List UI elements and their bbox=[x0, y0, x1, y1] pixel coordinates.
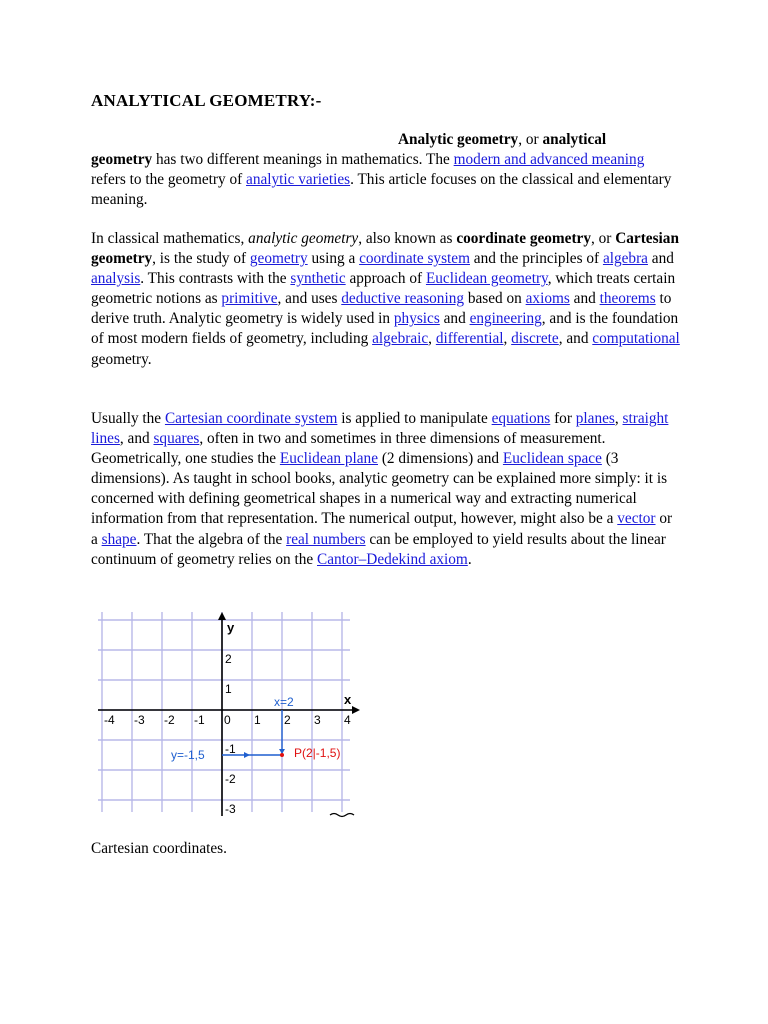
text: , and uses bbox=[277, 290, 342, 308]
text: (2 dimensions) and bbox=[378, 450, 503, 468]
guide-arrow-right bbox=[244, 752, 250, 758]
usage-paragraph bbox=[91, 409, 681, 570]
text: , or bbox=[518, 131, 543, 148]
link-equations[interactable]: equations bbox=[491, 410, 551, 427]
bold-term: Analytic geometry bbox=[398, 131, 519, 148]
text: (3 dimensions). As taught in school books, analytic geometry can be explained more simply: it is concerned with defining geometrical shapes in a numerical way and extracting numerical information from that representation. The numerical output, however, might also be a bbox=[91, 450, 668, 528]
link-analytic-varieties[interactable]: analytic varieties bbox=[246, 171, 351, 189]
link-euclidean-geometry[interactable]: Euclidean geometry bbox=[425, 270, 548, 288]
x-tick-label: 3 bbox=[314, 713, 321, 727]
y-tick-label: 1 bbox=[225, 682, 232, 696]
x-tick-label: 0 bbox=[224, 713, 231, 727]
x-tick-label: 2 bbox=[284, 713, 291, 727]
signature-stroke bbox=[330, 814, 354, 817]
cartesian-coordinates-figure bbox=[94, 612, 360, 822]
x-tick-label: -4 bbox=[104, 713, 115, 727]
text: and bbox=[647, 250, 674, 268]
link-cantor-dedekind-axiom[interactable]: Cantor–Dedekind axiom bbox=[317, 550, 468, 568]
link-discrete[interactable]: discrete bbox=[511, 330, 559, 348]
y-tick-label: -2 bbox=[225, 772, 236, 786]
text: and the principles of bbox=[469, 250, 603, 268]
bold-term: geometry bbox=[91, 151, 153, 169]
text: and bbox=[569, 290, 600, 308]
x-tick-label: -1 bbox=[194, 713, 205, 727]
text: is applied to manipulate bbox=[337, 410, 492, 427]
tick-labels bbox=[104, 652, 351, 816]
text: and bbox=[439, 310, 470, 328]
signature-mark bbox=[330, 814, 354, 817]
text: , and is the foundation of most modern fields of geometry, including bbox=[91, 310, 679, 348]
x-axis-arrow bbox=[352, 706, 360, 714]
text: using a bbox=[307, 250, 360, 268]
link-engineering[interactable]: engineering bbox=[469, 310, 542, 328]
link-theorems[interactable]: theorems bbox=[599, 290, 656, 308]
link-real-numbers[interactable]: real numbers bbox=[286, 530, 366, 548]
point-label: P(2|-1,5) bbox=[294, 746, 341, 760]
text: , and bbox=[558, 330, 593, 348]
y-tick-label: -3 bbox=[225, 802, 236, 816]
classical-paragraph bbox=[91, 229, 681, 370]
link-algebra[interactable]: algebra bbox=[602, 250, 648, 268]
text: , and bbox=[119, 430, 154, 448]
text: for bbox=[550, 410, 576, 427]
text: to derive truth. Analytic geometry is widely used in bbox=[91, 290, 672, 328]
link-euclidean-plane[interactable]: Euclidean plane bbox=[279, 450, 378, 468]
label-x-equals-2: x=2 bbox=[274, 695, 294, 709]
x-tick-label: -3 bbox=[134, 713, 145, 727]
text: , bbox=[614, 410, 623, 427]
text: . This article focuses on the classical and elementary meaning. bbox=[91, 171, 672, 209]
link-synthetic[interactable]: synthetic bbox=[290, 270, 346, 288]
link-algebraic[interactable]: algebraic bbox=[372, 330, 429, 348]
intro-first-line bbox=[91, 130, 681, 150]
text: , bbox=[503, 330, 512, 348]
point-marker bbox=[280, 753, 284, 757]
bold-term: Cartesian geometry bbox=[91, 230, 679, 268]
link-geometry[interactable]: geometry bbox=[249, 250, 308, 268]
text: Usually the bbox=[91, 410, 165, 427]
text: . That the algebra of the bbox=[136, 530, 287, 548]
link-euclidean-space[interactable]: Euclidean space bbox=[502, 450, 602, 468]
label-y-equals: y=-1,5 bbox=[171, 748, 205, 762]
link-straight[interactable]: straight bbox=[622, 410, 669, 427]
link-deductive-reasoning[interactable]: deductive reasoning bbox=[341, 290, 465, 308]
grid-lines bbox=[98, 612, 350, 812]
bold-term: coordinate geometry bbox=[456, 230, 591, 247]
text: . bbox=[467, 550, 472, 568]
link-coordinate-system[interactable]: coordinate system bbox=[359, 250, 470, 268]
link-differential[interactable]: differential bbox=[435, 330, 504, 348]
link-analysis[interactable]: analysis bbox=[91, 270, 141, 288]
x-tick-label: 4 bbox=[344, 713, 351, 727]
text: , or bbox=[591, 230, 616, 247]
link-squares[interactable]: squares bbox=[153, 430, 200, 448]
x-axis-label: x bbox=[344, 692, 352, 707]
page-title: ANALYTICAL GEOMETRY:- bbox=[91, 91, 322, 110]
y-axis-label: y bbox=[227, 620, 235, 635]
link-modern-meaning[interactable]: modern and advanced meaning bbox=[453, 151, 645, 169]
link-physics[interactable]: physics bbox=[393, 310, 440, 328]
x-tick-label: 1 bbox=[254, 713, 261, 727]
text: based on bbox=[464, 290, 526, 308]
text: . This contrasts with the bbox=[140, 270, 291, 288]
y-tick-label: 2 bbox=[225, 652, 232, 666]
text: can be employed to yield results about the linear continuum of geometry relies on the bbox=[91, 530, 666, 568]
link-cartesian-coordinate-system[interactable]: Cartesian coordinate system bbox=[164, 410, 338, 427]
text: geometry. bbox=[91, 350, 152, 368]
link-shape[interactable]: shape bbox=[101, 530, 137, 548]
x-tick-label: -2 bbox=[164, 713, 175, 727]
link-primitive[interactable]: primitive bbox=[221, 290, 278, 308]
text: or a bbox=[91, 510, 673, 548]
link-vector[interactable]: vector bbox=[617, 510, 656, 528]
intro-paragraph bbox=[91, 130, 681, 210]
y-axis-arrow bbox=[218, 612, 226, 620]
text: , is the study of bbox=[152, 250, 250, 268]
link-lines[interactable]: lines bbox=[91, 430, 120, 448]
figure-caption: Cartesian coordinates. bbox=[91, 840, 227, 857]
text: , also known as bbox=[358, 230, 457, 247]
link-axioms[interactable]: axioms bbox=[525, 290, 570, 308]
text: , bbox=[428, 330, 436, 348]
text: In classical mathematics, bbox=[91, 230, 249, 247]
text: approach of bbox=[345, 270, 426, 288]
y-tick-label: -1 bbox=[225, 742, 236, 756]
text: has two different meanings in mathematics. The bbox=[152, 151, 454, 169]
bold-term: analytical bbox=[542, 131, 607, 148]
link-planes[interactable]: planes bbox=[575, 410, 615, 427]
text: , often in two and sometimes in three dimensions of measurement. Geometrically, one studies the bbox=[91, 430, 606, 468]
text: , which treats certain geometric notions as bbox=[91, 270, 676, 308]
italic-term: analytic geometry bbox=[248, 230, 359, 247]
text: refers to the geometry of bbox=[91, 171, 247, 189]
link-computational[interactable]: computational bbox=[592, 330, 680, 348]
